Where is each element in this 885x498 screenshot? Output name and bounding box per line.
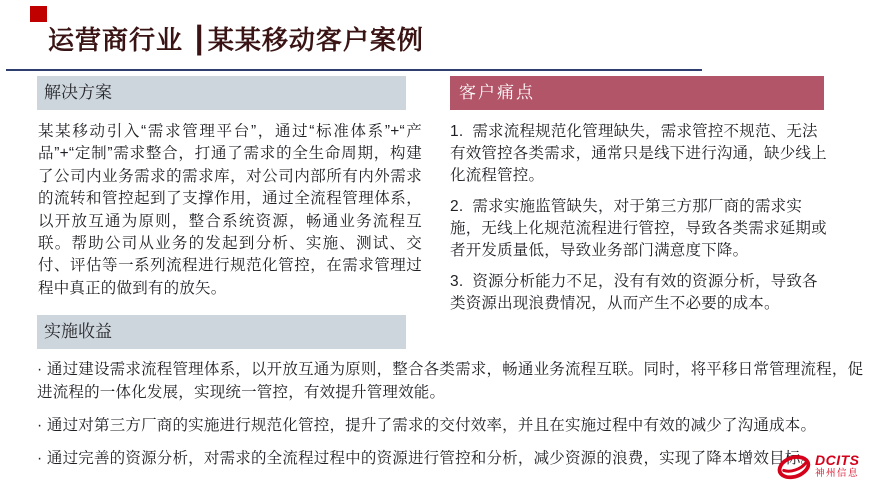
logo-text: [815, 452, 860, 479]
title-divider: [6, 69, 702, 71]
solution-header: 解决方案: [37, 76, 406, 110]
benefit-item: · 通过完善的资源分析，对需求的全流程过程中的资源进行管控和分析，减少资源的浪费，实现了降本增效目标。: [37, 450, 817, 467]
pain-points-list: [450, 121, 827, 315]
benefit-item: · 通过对第三方厂商的实施进行规范化管控，提升了需求的交付效率，并且在实施过程中有效的减少了沟通成本。: [37, 417, 817, 434]
dcits-swoosh-icon: [776, 454, 814, 484]
benefit-item: · 通过建设需求流程管理体系，以开放互通为原则，整合各类需求，畅通业务流程互联。同时，将平移日常管理流程，促进流程的一体化发展，实现统一管控，有效提升管理效能。: [37, 361, 864, 401]
page-title: 运营商行业 ┃某某移动客户案例: [48, 25, 424, 55]
solution-section: [37, 76, 422, 300]
dcits-logo: [776, 452, 860, 484]
logo-brand-text: DCITS: [815, 452, 860, 468]
benefits-list: [37, 358, 877, 470]
pain-point-item: 1. 需求流程规范化管理缺失，需求管控不规范、无法有效管控各类需求，通常只是线下进行沟通，缺少线上化流程管控。: [450, 123, 827, 184]
pain-point-item: 2. 需求实施监管缺失，对于第三方那厂商的需求实施，无线上化规范流程进行管控，导致各类需求延期或者开发质量低，导致业务部门满意度下降。: [450, 198, 827, 259]
solution-body-text: 某某移动引入“需求管理平台”，通过“标准体系”+“产品”+“定制”需求整合，打通了需求的全生命周期，构建了公司内业务需求的需求库，对公司内部所有内外需求的流转和管控起到了支撑作用，通过全流程管理体系，以开放互通为原则，整合系统资源，畅通业务流程互联。帮助公司从业务的发起到分析、实施、测试、交付、评估等一系列流程进行规范化管控，在需求管理过程中真正的做到有的放矢。: [38, 123, 422, 297]
logo-company-text: 神州信息: [815, 468, 860, 479]
pain-points-section: [450, 76, 827, 324]
pain-points-header: 客户痛点: [450, 76, 824, 110]
benefits-header: 实施收益: [37, 315, 406, 349]
benefits-section: [37, 315, 877, 480]
pain-point-item: 3. 资源分析能力不足，没有有效的资源分析，导致各类资源出现浪费情况，从而产生不必要的成本。: [450, 273, 818, 312]
title-accent-square: [30, 6, 47, 22]
